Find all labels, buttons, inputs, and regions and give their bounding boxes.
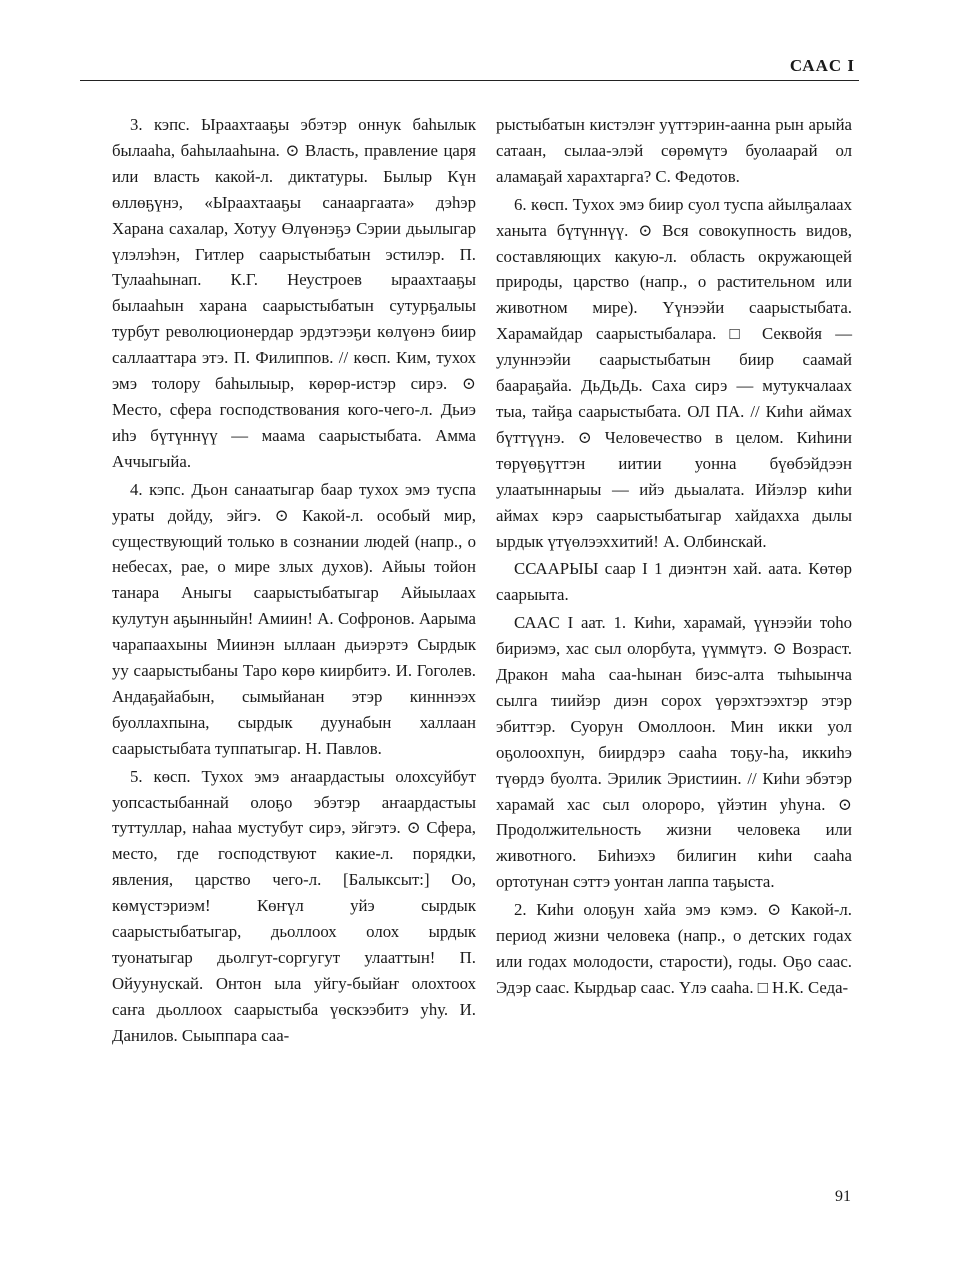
paragraph: 6. көсп. Тухох эмэ биир суол туспа айылҕалаах ханыта бүтүннүү. ⊙ Вся совокупность видов, составляющих какую-л. область окружающей природы, царство (напр., о растительном или животном мире). Үүнээйи саарыстыбата. Харамайдар саарыстыбалара. □ Секвойя — улуннээйи саарыстыбатын биир саамай баараҕайа. ДьДьДь. Саха сирэ — мутукчалаах тыа, тайҕа саарыстыбата. ОЛ ПА. // Киһи аймах бүттүүнэ. ⊙ Человечество в целом. Киһини төрүөҕүттэн иитии уонна бүөбэйдээн улаатыннарыы — ийэ дьыалата. Ийэлэр киһи аймах кэрэ саарыстыбатыгар хайдахха дылы ырдык үтүөлээххитий! А. Олбинскай. [496,194,852,551]
paragraph: 3. кэпс. Ыраахтааҕы эбэтэр оннук баһылык былааһа, баһылааһына. ⊙ Власть, правление царя или власть какой-л. диктатуры. Былыр Күн өллөҕүнэ, «Ыраахтааҕы санааргаата» дэһэр Харана сахалар, Хотуу Өлүөнэҕэ Сэрии дьылыгар үлэлэһэн, Гитлер саарыстыбатын эстилэр. П. Тулааһынап. К.Г. Неустроев ыраахтааҕы былааһын харана саарыстыбатын сутурҕалыы турбут революционердар эрдэтээҕи көлүөнэ биир саллааттара этэ. П. Филиппов. // көсп. Ким, тухох эмэ толору баһылыыр, көрөр-истэр сирэ. ⊙ Место, сфера господствования кого-чего-л. Дьиэ иһэ бүтүннүү — маама саарыстыбата. Амма Аччыгыйа. [112,115,476,471]
running-head: САAC I [789,56,855,75]
dictionary-entry: ССААРЫЫ саар I 1 диэнтэн хай. аата. Көтөр саарыыта. [496,559,852,605]
dictionary-entry: САAC I аат. 1. Киһи, харамай, үүнээйи тоһо бириэмэ, хас сыл олорбута, үүммүтэ. ⊙ Возраст. Дракон маһа саа-һынан биэс-алта тыһыынча сылга тиийэр диэн сорох үөрэхтээхтэр этэр эбиттэр. Суорун Омоллоон. Мин икки уол оҕолоохпун, биирдэрэ сааһа тоҕу-һа, иккиһэ түөрдэ буолта. Эрилик Эристиин. // Киһи эбэтэр харамай хас сыл олороро, үйэтин уһуна. ⊙ Продолжительность жизни человека или животного. Биһиэхэ билигин киһи сааһа ортотунан сэттэ уонтан лаппа таҕыста. [496,613,852,892]
paragraph: 2. Киһи олоҕун хайа эмэ кэмэ. ⊙ Какой-л. период жизни человека (напр., о детских годах или годах молодости, старости), годы. Оҕо саас. Эдэр саас. Кырдьар саас. Үлэ сааһа. □ Н.К. Седа- [496,900,852,997]
page-number: 91 [835,1188,851,1205]
left-column [112,112,476,1051]
paragraph: 5. көсп. Тухох эмэ аҥаардастыы олохсуйбут уопсастыбаннай олоҕо эбэтэр аҥаардастыы туттуллар, наһаа мустубут сирэ, эйгэтэ. ⊙ Сфера, место, где господствуют какие-л. порядки, явления, царство чего-л. [Балыксыт:] Оо, көмүстэриэм! Көҥүл уйэ сырдык саарыстыбатыгар, дьоллоох олох ырдык туонатыгар дьолгут-соргугут улааттын! П. Ойуунускай. Онтон ыла уйгу-быйаҥ олохтоох саҥа дьоллоох саарыстыба үөскээбитэ уһу. И. Данилов. Сыыппара саа- [112,766,476,1045]
paragraph: 4. кэпс. Дьон санаатыгар баар тухох эмэ туспа ураты дойду, эйгэ. ⊙ Какой-л. особый мир, существующий только в сознании людей (напр., о небесах, рае, о мире злых духов). Айыы тойон танара Аныгы саарыстыбатыгар Айыылаах кулутун аҕынныйн! Амиин! А. Софронов. Аарыма чарапаахыны Миинэн ыллаан дьиэрэтэ Сырдык уу саарыстыбаны Таро көрө киирбитэ. И. Гоголев. Андаҕайабын, сымыйанан этэр кинннээх буоллахпына, сырдык дуунабын халлаан саарыстыбата туппатыгар. Н. Павлов. [112,479,476,758]
header-rule [80,80,859,81]
paragraph-continuation: рыстыбатын кистэлэҥ уүттэрин-аанна рын арыйа сатаан, сылаа-элэй сөрөмүтэ буолаарай ол аламаҕай харахтарга? С. Федотов. [496,115,852,186]
right-column [496,112,852,1003]
